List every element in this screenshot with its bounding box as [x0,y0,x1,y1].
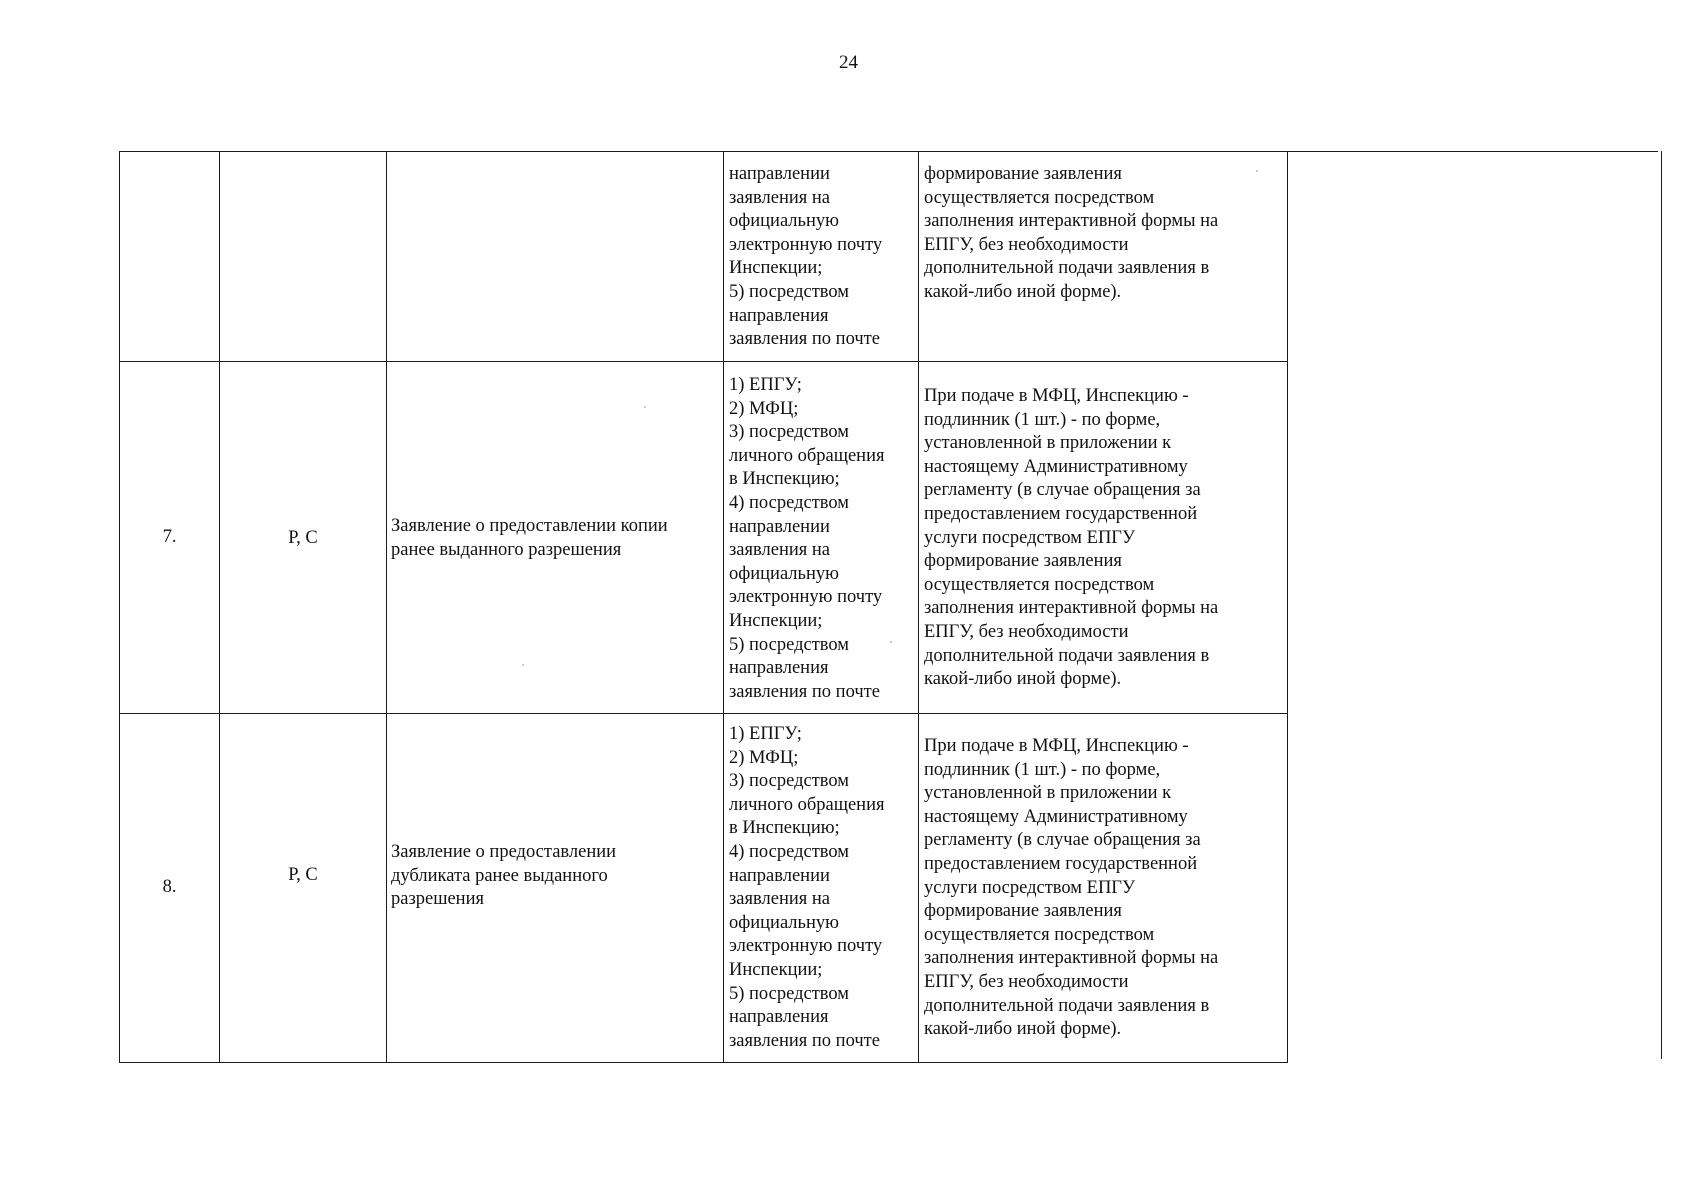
row-divider-7 [119,361,1288,362]
table-top-border [119,151,1658,152]
page-number: 24 [839,52,858,73]
row-8-number: 8. [162,877,177,897]
continuation-requirements-cell: формирование заявления осуществляется посредством заполнения интерактивной формы на ЕПГУ, без необходимости дополнительной подачи заявления в какой-либо иной форме). [924,164,1219,302]
continuation-method-cell: направлении заявления на официальную электронную почту Инспекции; 5) посредством направления заявления по почте [729,164,883,350]
row-8-requirements: При подаче в МФЦ, Инспекцию - подлинник (1 шт.) - по форме, установленной в приложении к настоящему Административному регламенту (в случае обращения за предоставлением государственной услуги посредством ЕПГУ формирование заявления осуществляется посредством заполнения интерактивной формы на ЕПГУ, без необходимости дополнительной подачи заявления в какой-либо иной форме). [924,736,1219,1040]
row-7-requirements: При подаче в МФЦ, Инспекцию - подлинник (1 шт.) - по форме, установленной в приложении к настоящему Административному регламенту (в случае обращения за предоставлением государственной услуги посредством ЕПГУ формирование заявления осуществляется посредством заполнения интерактивной формы на ЕПГУ, без необходимости дополнительной подачи заявления в какой-либо иной форме). [924,386,1219,690]
column-divider-4 [918,151,919,1063]
table-bottom-border [119,1062,1288,1063]
row-8-document: Заявление о предоставлении дубликата ранее выданного разрешения [391,842,617,910]
row-7-document: Заявление о предоставлении копии ранее выданного разрешения [391,516,668,560]
row-8-category: Р, С [288,865,318,885]
scan-speck [644,406,646,408]
column-divider-5 [1287,151,1288,1063]
scan-speck [890,641,892,643]
row-divider-8 [119,713,1288,714]
column-divider-3 [723,151,724,1063]
row-7-category: Р, С [288,528,318,548]
table-right-border [1661,151,1662,1059]
row-8-method: 1) ЕПГУ; 2) МФЦ; 3) посредством личного обращения в Инспекцию; 4) посредством направлении заявления на официальную электронную почту Инспекции; 5) посредством направления заявления по почте [729,724,885,1051]
column-divider-1 [219,151,220,1063]
scan-speck [522,664,524,666]
table-left-border [119,151,120,1063]
scan-speck [1256,170,1258,172]
row-7-method: 1) ЕПГУ; 2) МФЦ; 3) посредством личного обращения в Инспекцию; 4) посредством направлении заявления на официальную электронную почту Инспекции; 5) посредством направления заявления по почте [729,375,885,702]
column-divider-2 [386,151,387,1063]
row-7-number: 7. [162,527,177,547]
